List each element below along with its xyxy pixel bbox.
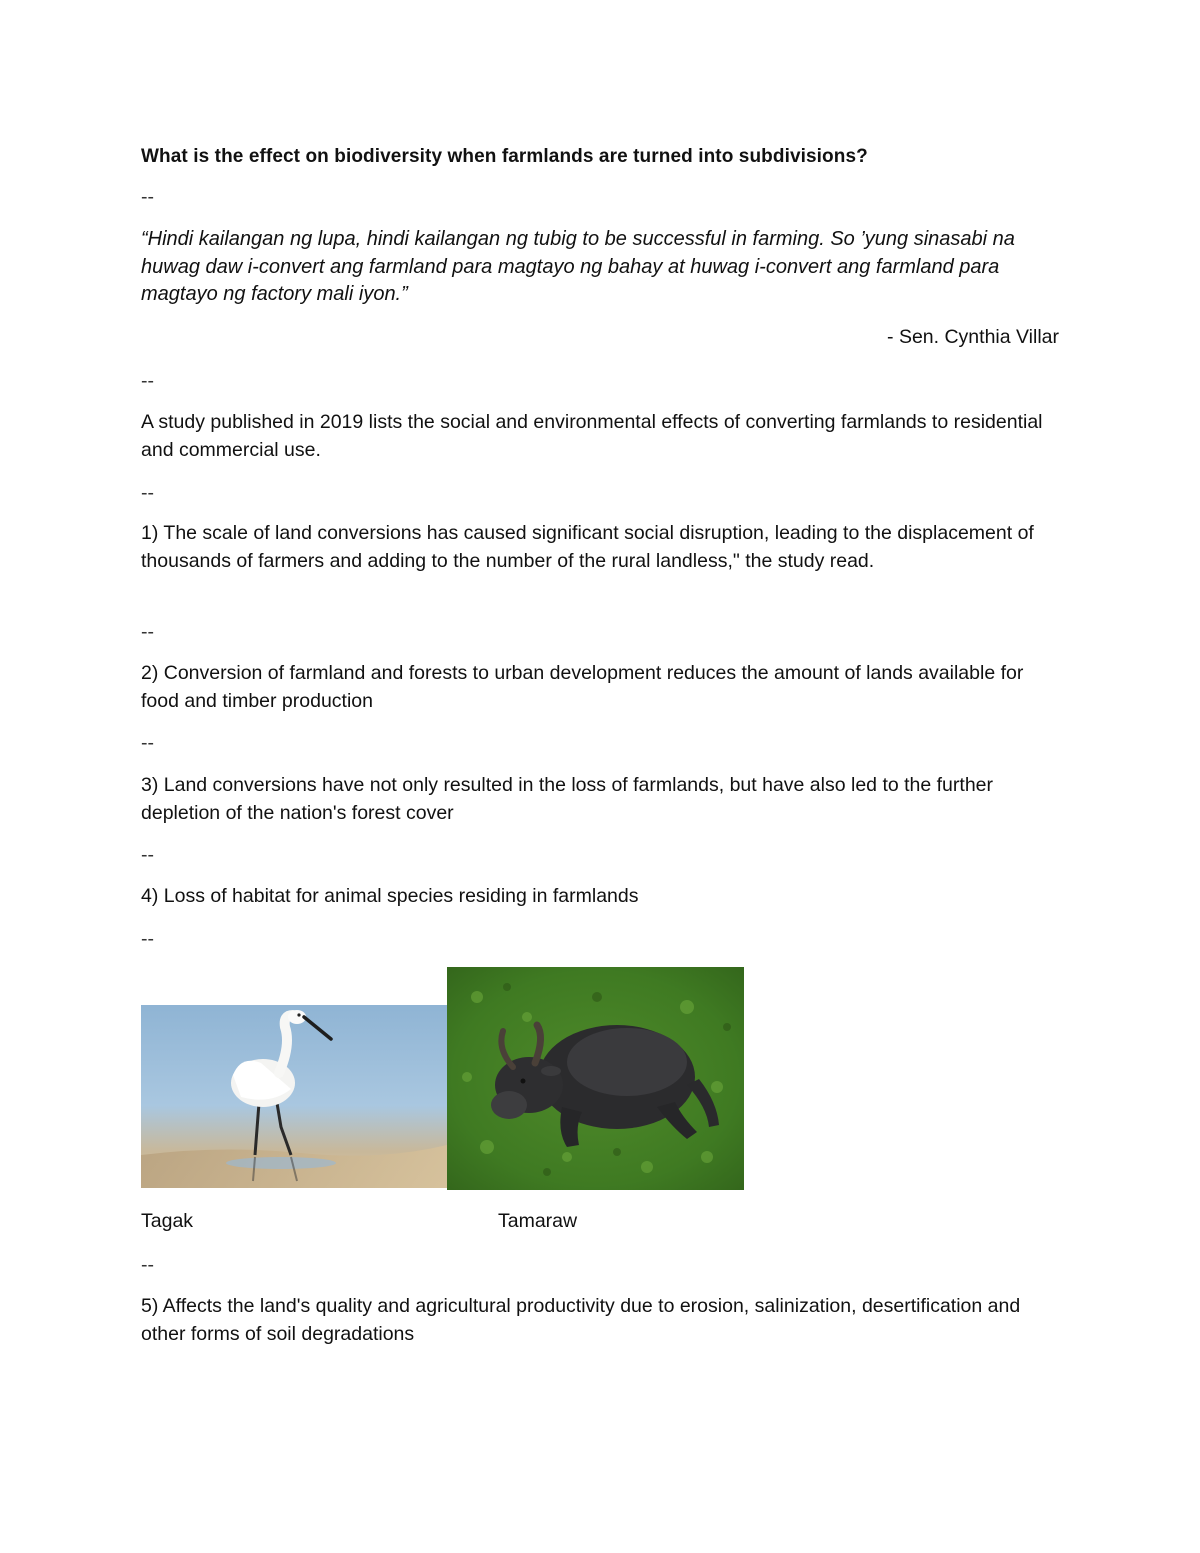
question-heading: What is the effect on biodiversity when farmlands are turned into subdivisions? <box>141 146 868 167</box>
effect-item-5: 5) Affects the land's quality and agricultural productivity due to erosion, salinization, desertification and other forms of soil degradations <box>141 1295 1021 1345</box>
caption-tagak: Tagak <box>141 1210 194 1232</box>
separator: -- <box>141 732 154 754</box>
tamaraw-photo <box>447 967 744 1190</box>
egret-photo-icon <box>141 1005 447 1188</box>
separator: -- <box>141 370 154 392</box>
separator: -- <box>141 186 154 208</box>
effect-item-3: 3) Land conversions have not only resulted in the loss of farmlands, but have also led to the further depletion of the nation's forest cover <box>141 774 994 824</box>
effect-item-2: 2) Conversion of farmland and forests to urban development reduces the amount of lands available for food and timber production <box>141 662 1024 712</box>
tamaraw-photo-icon <box>447 967 744 1190</box>
egret-photo <box>141 1005 447 1188</box>
quote-attribution: - Sen. Cynthia Villar <box>887 326 1059 348</box>
effect-item-1: 1) The scale of land conversions has caused significant social disruption, leading to the displacement of thousands of farmers and adding to the number of the rural landless," the study read. <box>141 522 1034 572</box>
separator: -- <box>141 1254 154 1276</box>
effect-item-4: 4) Loss of habitat for animal species residing in farmlands <box>141 885 639 907</box>
separator: -- <box>141 844 154 866</box>
caption-tamaraw: Tamaraw <box>498 1210 578 1232</box>
separator: -- <box>141 621 154 643</box>
quote-text: “Hindi kailangan ng lupa, hindi kailangan ng tubig to be successful in farming. So ’yung sinasabi na huwag daw i-convert ang farmland para magtayo ng bahay at huwag i-convert ang farmland para magtayo ng factory mali iyon.” <box>141 228 1015 305</box>
separator: -- <box>141 482 154 504</box>
intro-paragraph: A study published in 2019 lists the social and environmental effects of converting farmlands to residential and commercial use. <box>141 411 1043 461</box>
separator: -- <box>141 928 154 950</box>
